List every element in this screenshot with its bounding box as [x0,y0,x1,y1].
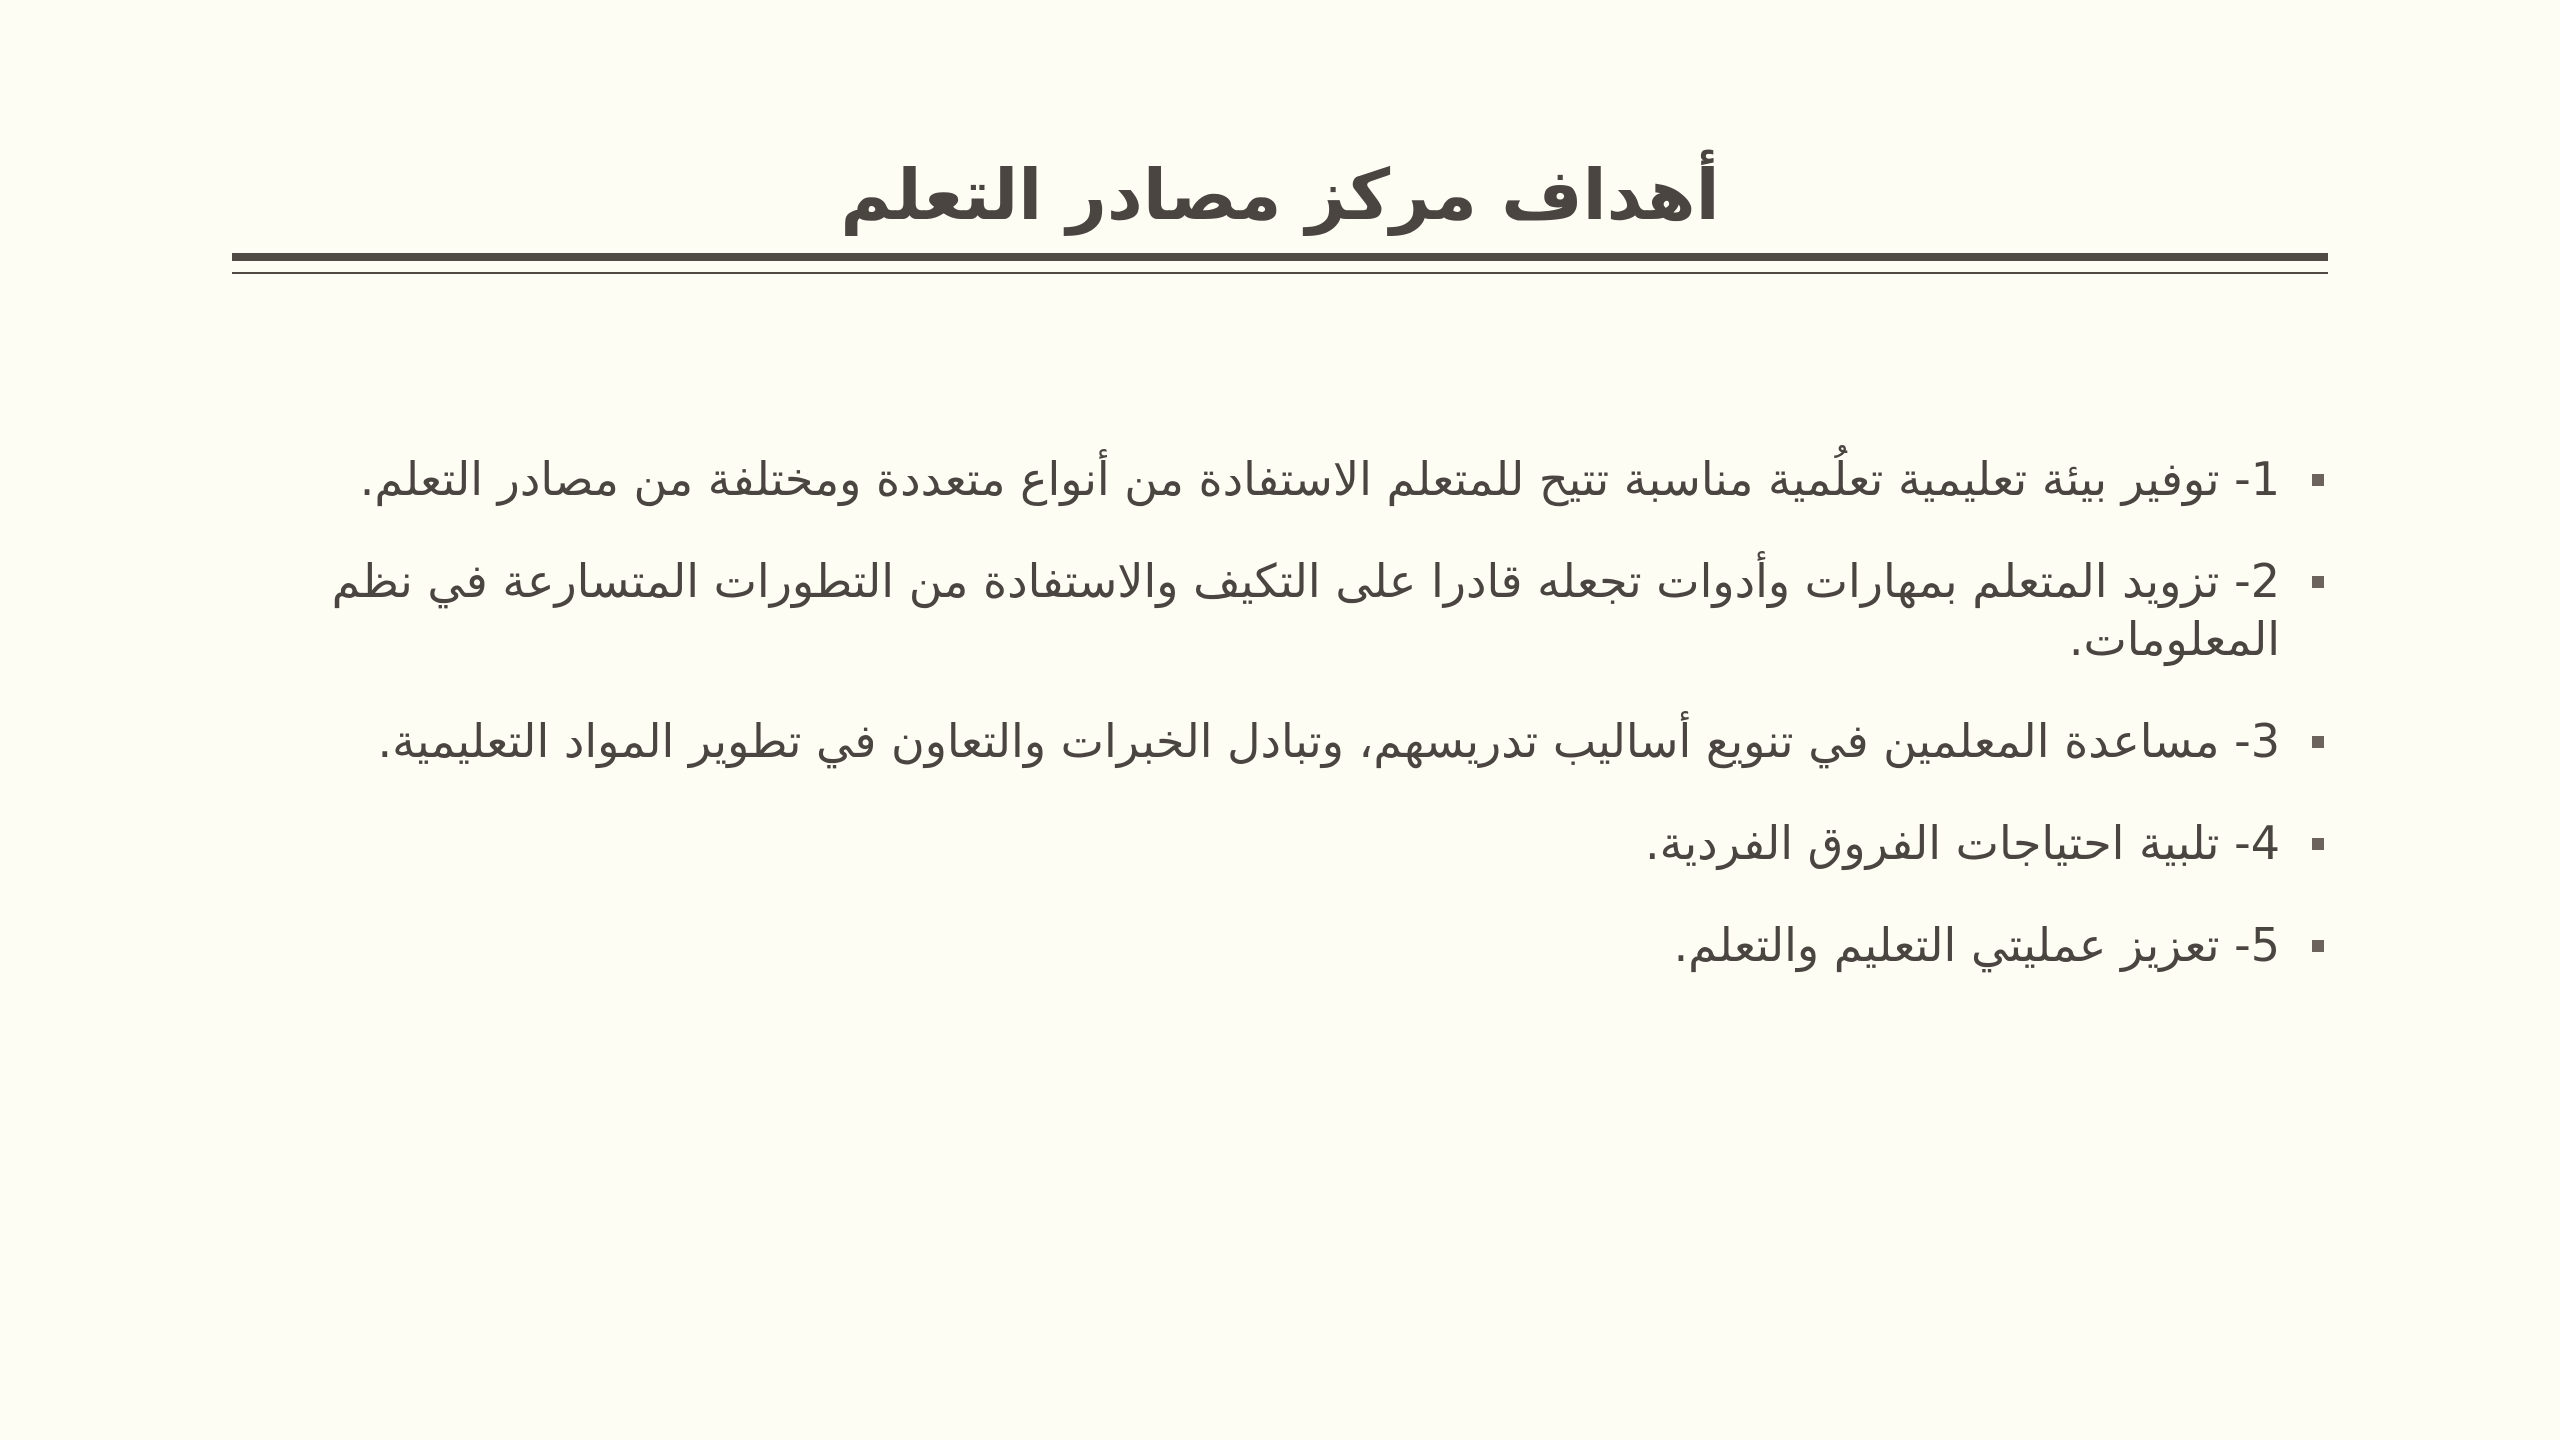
list-item-text: 3- مساعدة المعلمين في تنويع أساليب تدريسهم، وتبادل الخبرات والتعاون في تطوير المواد التعليمية. [377,714,2280,768]
title-underline-thin [232,272,2328,274]
square-bullet-icon [2312,474,2324,486]
square-bullet-icon [2312,736,2324,748]
square-bullet-icon [2312,940,2324,952]
list-item-text: 5- تعزيز عمليتي التعليم والتعلم. [1673,918,2280,972]
list-item [250,552,2330,668]
slide-title: أهداف مركز مصادر التعلم [840,154,1720,236]
list-item [250,814,2330,872]
list-item-text: 2- تزويد المتعلم بمهارات وأدوات تجعله قادرا على التكيف والاستفادة من التطورات المتسارعة في نظم المعلومات. [331,554,2280,666]
list-item-text: 1- توفير بيئة تعليمية تعلُمية مناسبة تتيح للمتعلم الاستفادة من أنواع متعددة ومختلفة من مصادر التعلم. [359,452,2280,506]
square-bullet-icon [2312,838,2324,850]
list-item [250,450,2330,508]
title-underline-thick [232,253,2328,261]
objectives-list [250,450,2330,1018]
list-item [250,916,2330,974]
square-bullet-icon [2312,576,2324,588]
list-item [250,712,2330,770]
list-item-text: 4- تلبية احتياجات الفروق الفردية. [1645,816,2280,870]
